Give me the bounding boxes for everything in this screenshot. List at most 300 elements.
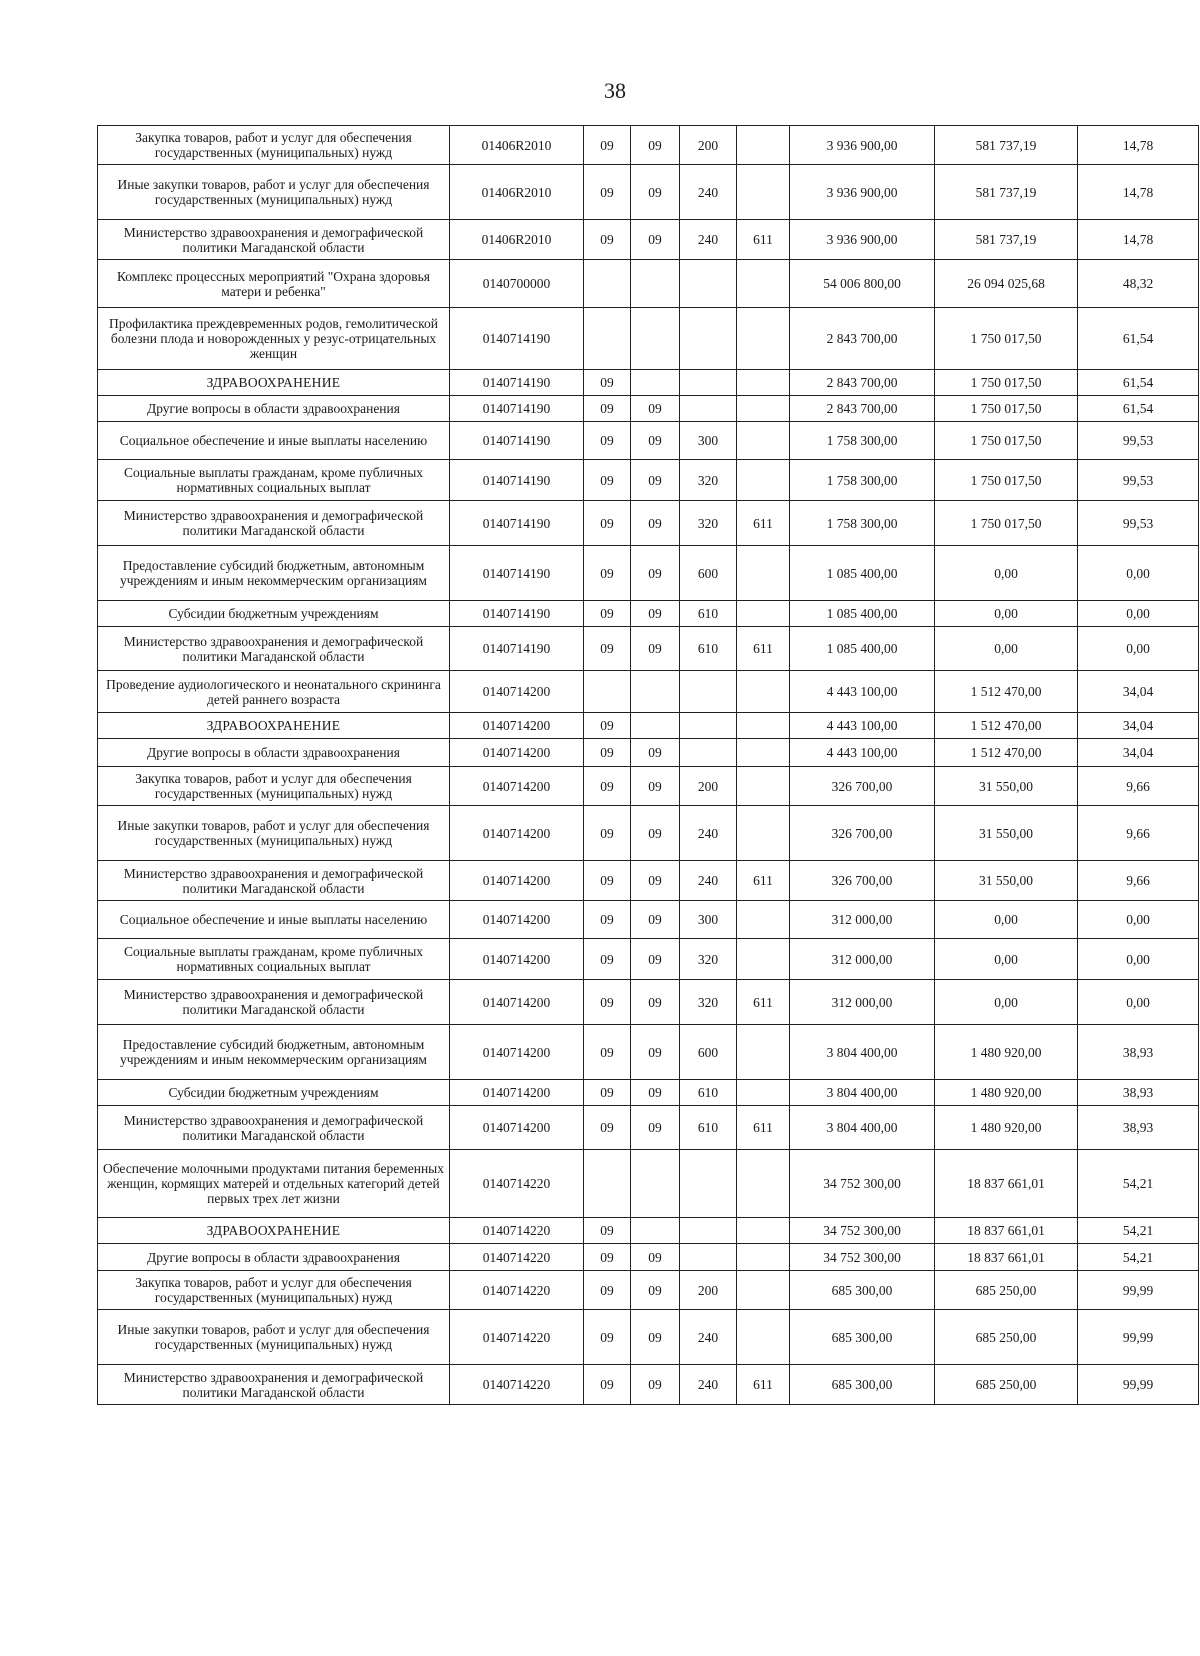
row-subsection-cell: 09	[631, 901, 680, 939]
table-row	[98, 627, 1199, 671]
row-subsection-cell: 09	[631, 165, 680, 220]
row-fact-cell: 0,00	[935, 627, 1078, 671]
row-section-cell: 09	[584, 396, 631, 422]
row-percent-cell: 99,53	[1078, 460, 1199, 501]
table-row	[98, 980, 1199, 1025]
row-percent-cell: 38,93	[1078, 1106, 1199, 1150]
row-expense-type-cell: 610	[680, 601, 737, 627]
row-name-cell: Закупка товаров, работ и услуг для обеспечения государственных (муниципальных) нужд	[98, 1271, 450, 1310]
row-expense-type-cell	[680, 739, 737, 767]
row-fact-cell: 581 737,19	[935, 126, 1078, 165]
row-expense-type-cell	[680, 396, 737, 422]
row-fact-cell: 18 837 661,01	[935, 1218, 1078, 1244]
table-row	[98, 671, 1199, 713]
row-grbs-cell	[737, 1080, 790, 1106]
row-expense-type-cell	[680, 1150, 737, 1218]
row-percent-cell: 0,00	[1078, 980, 1199, 1025]
row-section-cell: 09	[584, 1365, 631, 1405]
row-code-cell: 0140700000	[450, 260, 584, 308]
row-section-cell: 09	[584, 1310, 631, 1365]
row-name-cell: Предоставление субсидий бюджетным, автономным учреждениям и иным некоммерческим организациям	[98, 1025, 450, 1080]
row-expense-type-cell: 610	[680, 627, 737, 671]
row-name-cell: Социальные выплаты гражданам, кроме публичных нормативных социальных выплат	[98, 939, 450, 980]
row-plan-cell: 2 843 700,00	[790, 308, 935, 370]
row-section-cell	[584, 260, 631, 308]
table-row	[98, 806, 1199, 861]
row-subsection-cell: 09	[631, 861, 680, 901]
row-code-cell: 0140714190	[450, 460, 584, 501]
row-subsection-cell: 09	[631, 601, 680, 627]
row-name-cell: Министерство здравоохранения и демографической политики Магаданской области	[98, 627, 450, 671]
row-fact-cell: 685 250,00	[935, 1365, 1078, 1405]
row-percent-cell: 54,21	[1078, 1244, 1199, 1271]
row-name-cell: Министерство здравоохранения и демографической политики Магаданской области	[98, 1365, 450, 1405]
row-section-cell	[584, 308, 631, 370]
row-name-cell: ЗДРАВООХРАНЕНИЕ	[98, 370, 450, 396]
row-section-cell: 09	[584, 220, 631, 260]
row-fact-cell: 0,00	[935, 546, 1078, 601]
row-plan-cell: 312 000,00	[790, 939, 935, 980]
row-grbs-cell	[737, 546, 790, 601]
row-name-cell: Обеспечение молочными продуктами питания беременных женщин, кормящих матерей и отдельных категорий детей первых трех лет жизни	[98, 1150, 450, 1218]
row-plan-cell: 1 758 300,00	[790, 422, 935, 460]
row-fact-cell: 0,00	[935, 939, 1078, 980]
row-section-cell: 09	[584, 806, 631, 861]
row-plan-cell: 3 936 900,00	[790, 165, 935, 220]
row-plan-cell: 685 300,00	[790, 1365, 935, 1405]
row-plan-cell: 326 700,00	[790, 861, 935, 901]
table-row	[98, 1150, 1199, 1218]
row-section-cell: 09	[584, 980, 631, 1025]
row-fact-cell: 0,00	[935, 980, 1078, 1025]
row-grbs-cell	[737, 165, 790, 220]
row-subsection-cell: 09	[631, 1080, 680, 1106]
row-code-cell: 0140714200	[450, 1025, 584, 1080]
row-section-cell	[584, 1150, 631, 1218]
row-fact-cell: 0,00	[935, 901, 1078, 939]
table-row	[98, 220, 1199, 260]
row-plan-cell: 3 804 400,00	[790, 1025, 935, 1080]
row-plan-cell: 2 843 700,00	[790, 396, 935, 422]
row-expense-type-cell: 320	[680, 460, 737, 501]
row-subsection-cell	[631, 308, 680, 370]
row-percent-cell: 0,00	[1078, 627, 1199, 671]
row-plan-cell: 34 752 300,00	[790, 1244, 935, 1271]
table-row	[98, 767, 1199, 806]
row-grbs-cell	[737, 460, 790, 501]
row-code-cell: 0140714200	[450, 861, 584, 901]
row-plan-cell: 2 843 700,00	[790, 370, 935, 396]
row-grbs-cell	[737, 713, 790, 739]
row-plan-cell: 3 804 400,00	[790, 1106, 935, 1150]
row-section-cell: 09	[584, 1025, 631, 1080]
row-subsection-cell	[631, 713, 680, 739]
row-section-cell: 09	[584, 739, 631, 767]
row-fact-cell: 1 750 017,50	[935, 422, 1078, 460]
row-grbs-cell	[737, 260, 790, 308]
row-name-cell: Социальные выплаты гражданам, кроме публичных нормативных социальных выплат	[98, 460, 450, 501]
table-row	[98, 422, 1199, 460]
row-expense-type-cell	[680, 260, 737, 308]
row-subsection-cell: 09	[631, 1244, 680, 1271]
row-subsection-cell: 09	[631, 460, 680, 501]
row-name-cell: Министерство здравоохранения и демографической политики Магаданской области	[98, 1106, 450, 1150]
row-name-cell: Комплекс процессных мероприятий "Охрана здоровья матери и ребенка"	[98, 260, 450, 308]
row-code-cell: 0140714190	[450, 546, 584, 601]
row-percent-cell: 61,54	[1078, 396, 1199, 422]
row-code-cell: 0140714220	[450, 1365, 584, 1405]
row-subsection-cell	[631, 1218, 680, 1244]
row-name-cell: Предоставление субсидий бюджетным, автономным учреждениям и иным некоммерческим организациям	[98, 546, 450, 601]
row-subsection-cell: 09	[631, 422, 680, 460]
row-expense-type-cell: 240	[680, 165, 737, 220]
row-code-cell: 0140714200	[450, 671, 584, 713]
row-percent-cell: 0,00	[1078, 939, 1199, 980]
row-grbs-cell	[737, 1271, 790, 1310]
row-grbs-cell: 611	[737, 501, 790, 546]
row-fact-cell: 1 512 470,00	[935, 739, 1078, 767]
row-grbs-cell: 611	[737, 861, 790, 901]
row-subsection-cell: 09	[631, 1106, 680, 1150]
row-plan-cell: 54 006 800,00	[790, 260, 935, 308]
row-code-cell: 0140714200	[450, 939, 584, 980]
row-expense-type-cell: 610	[680, 1106, 737, 1150]
row-name-cell: Социальное обеспечение и иные выплаты населению	[98, 901, 450, 939]
row-fact-cell: 1 750 017,50	[935, 308, 1078, 370]
row-percent-cell: 34,04	[1078, 671, 1199, 713]
row-code-cell: 0140714190	[450, 396, 584, 422]
row-name-cell: Министерство здравоохранения и демографической политики Магаданской области	[98, 220, 450, 260]
row-subsection-cell	[631, 260, 680, 308]
row-plan-cell: 4 443 100,00	[790, 739, 935, 767]
row-plan-cell: 1 758 300,00	[790, 460, 935, 501]
row-fact-cell: 1 480 920,00	[935, 1106, 1078, 1150]
row-percent-cell: 99,99	[1078, 1271, 1199, 1310]
row-grbs-cell	[737, 126, 790, 165]
table-row	[98, 1218, 1199, 1244]
row-code-cell: 0140714200	[450, 767, 584, 806]
row-name-cell: ЗДРАВООХРАНЕНИЕ	[98, 1218, 450, 1244]
row-grbs-cell: 611	[737, 627, 790, 671]
table-row	[98, 501, 1199, 546]
table-row	[98, 713, 1199, 739]
row-section-cell: 09	[584, 861, 631, 901]
row-percent-cell: 48,32	[1078, 260, 1199, 308]
row-fact-cell: 1 480 920,00	[935, 1080, 1078, 1106]
row-grbs-cell: 611	[737, 980, 790, 1025]
row-plan-cell: 1 085 400,00	[790, 546, 935, 601]
row-percent-cell: 61,54	[1078, 308, 1199, 370]
row-code-cell: 0140714190	[450, 601, 584, 627]
row-grbs-cell	[737, 739, 790, 767]
row-percent-cell: 38,93	[1078, 1080, 1199, 1106]
row-section-cell: 09	[584, 601, 631, 627]
row-expense-type-cell	[680, 671, 737, 713]
row-name-cell: Министерство здравоохранения и демографической политики Магаданской области	[98, 501, 450, 546]
row-percent-cell: 54,21	[1078, 1150, 1199, 1218]
row-plan-cell: 4 443 100,00	[790, 713, 935, 739]
row-percent-cell: 99,53	[1078, 501, 1199, 546]
row-code-cell: 0140714200	[450, 806, 584, 861]
row-plan-cell: 312 000,00	[790, 980, 935, 1025]
row-name-cell: ЗДРАВООХРАНЕНИЕ	[98, 713, 450, 739]
row-grbs-cell	[737, 396, 790, 422]
table-row	[98, 165, 1199, 220]
row-percent-cell: 99,99	[1078, 1310, 1199, 1365]
row-expense-type-cell: 320	[680, 501, 737, 546]
row-code-cell: 0140714200	[450, 1080, 584, 1106]
row-section-cell: 09	[584, 370, 631, 396]
row-name-cell: Закупка товаров, работ и услуг для обеспечения государственных (муниципальных) нужд	[98, 126, 450, 165]
row-percent-cell: 99,99	[1078, 1365, 1199, 1405]
table-row	[98, 601, 1199, 627]
row-subsection-cell: 09	[631, 627, 680, 671]
row-fact-cell: 581 737,19	[935, 165, 1078, 220]
row-name-cell: Профилактика преждевременных родов, гемолитической болезни плода и новорожденных у резус-отрицательных женщин	[98, 308, 450, 370]
row-expense-type-cell: 240	[680, 1365, 737, 1405]
row-subsection-cell: 09	[631, 1310, 680, 1365]
row-subsection-cell: 09	[631, 501, 680, 546]
row-expense-type-cell: 200	[680, 126, 737, 165]
row-code-cell: 0140714220	[450, 1218, 584, 1244]
row-section-cell: 09	[584, 901, 631, 939]
row-section-cell: 09	[584, 460, 631, 501]
row-expense-type-cell	[680, 370, 737, 396]
row-section-cell: 09	[584, 422, 631, 460]
table-row	[98, 901, 1199, 939]
row-code-cell: 0140714190	[450, 422, 584, 460]
row-fact-cell: 685 250,00	[935, 1310, 1078, 1365]
row-grbs-cell	[737, 767, 790, 806]
row-subsection-cell	[631, 370, 680, 396]
row-plan-cell: 4 443 100,00	[790, 671, 935, 713]
row-fact-cell: 18 837 661,01	[935, 1150, 1078, 1218]
row-expense-type-cell: 600	[680, 1025, 737, 1080]
row-subsection-cell: 09	[631, 1025, 680, 1080]
table-row	[98, 1080, 1199, 1106]
row-expense-type-cell: 610	[680, 1080, 737, 1106]
row-subsection-cell: 09	[631, 980, 680, 1025]
row-code-cell: 0140714220	[450, 1310, 584, 1365]
table-row	[98, 739, 1199, 767]
row-grbs-cell	[737, 1310, 790, 1365]
table-row	[98, 396, 1199, 422]
row-grbs-cell	[737, 806, 790, 861]
row-fact-cell: 685 250,00	[935, 1271, 1078, 1310]
row-plan-cell: 1 758 300,00	[790, 501, 935, 546]
row-fact-cell: 1 512 470,00	[935, 671, 1078, 713]
table-row	[98, 1106, 1199, 1150]
row-fact-cell: 1 750 017,50	[935, 370, 1078, 396]
row-fact-cell: 1 480 920,00	[935, 1025, 1078, 1080]
row-section-cell: 09	[584, 627, 631, 671]
row-grbs-cell: 611	[737, 220, 790, 260]
row-subsection-cell: 09	[631, 396, 680, 422]
row-percent-cell: 0,00	[1078, 601, 1199, 627]
table-row	[98, 308, 1199, 370]
row-subsection-cell: 09	[631, 126, 680, 165]
row-name-cell: Закупка товаров, работ и услуг для обеспечения государственных (муниципальных) нужд	[98, 767, 450, 806]
row-name-cell: Министерство здравоохранения и демографической политики Магаданской области	[98, 980, 450, 1025]
row-name-cell: Субсидии бюджетным учреждениям	[98, 1080, 450, 1106]
row-percent-cell: 34,04	[1078, 739, 1199, 767]
row-plan-cell: 3 936 900,00	[790, 126, 935, 165]
row-fact-cell: 1 512 470,00	[935, 713, 1078, 739]
row-code-cell: 01406R2010	[450, 220, 584, 260]
row-plan-cell: 3 804 400,00	[790, 1080, 935, 1106]
table-row	[98, 546, 1199, 601]
row-section-cell: 09	[584, 939, 631, 980]
table-row	[98, 1271, 1199, 1310]
row-name-cell: Иные закупки товаров, работ и услуг для обеспечения государственных (муниципальных) нужд	[98, 1310, 450, 1365]
row-code-cell: 0140714190	[450, 627, 584, 671]
row-expense-type-cell: 240	[680, 220, 737, 260]
row-grbs-cell	[737, 901, 790, 939]
row-code-cell: 01406R2010	[450, 126, 584, 165]
row-percent-cell: 14,78	[1078, 126, 1199, 165]
row-percent-cell: 14,78	[1078, 165, 1199, 220]
table-row	[98, 1310, 1199, 1365]
row-fact-cell: 31 550,00	[935, 806, 1078, 861]
row-code-cell: 0140714200	[450, 1106, 584, 1150]
row-subsection-cell: 09	[631, 806, 680, 861]
row-grbs-cell	[737, 671, 790, 713]
row-expense-type-cell: 320	[680, 939, 737, 980]
row-plan-cell: 34 752 300,00	[790, 1218, 935, 1244]
row-plan-cell: 1 085 400,00	[790, 601, 935, 627]
row-subsection-cell: 09	[631, 546, 680, 601]
row-section-cell: 09	[584, 713, 631, 739]
row-percent-cell: 9,66	[1078, 806, 1199, 861]
row-fact-cell: 18 837 661,01	[935, 1244, 1078, 1271]
row-expense-type-cell: 300	[680, 422, 737, 460]
row-section-cell: 09	[584, 1271, 631, 1310]
row-plan-cell: 3 936 900,00	[790, 220, 935, 260]
row-expense-type-cell	[680, 1218, 737, 1244]
table-row	[98, 126, 1199, 165]
row-section-cell: 09	[584, 165, 631, 220]
row-section-cell: 09	[584, 1244, 631, 1271]
row-plan-cell: 1 085 400,00	[790, 627, 935, 671]
table-row	[98, 1025, 1199, 1080]
row-plan-cell: 685 300,00	[790, 1271, 935, 1310]
row-expense-type-cell: 600	[680, 546, 737, 601]
row-grbs-cell: 611	[737, 1106, 790, 1150]
row-fact-cell: 1 750 017,50	[935, 396, 1078, 422]
row-section-cell: 09	[584, 501, 631, 546]
row-section-cell: 09	[584, 126, 631, 165]
row-fact-cell: 0,00	[935, 601, 1078, 627]
row-expense-type-cell: 200	[680, 767, 737, 806]
row-percent-cell: 9,66	[1078, 767, 1199, 806]
row-name-cell: Другие вопросы в области здравоохранения	[98, 396, 450, 422]
row-subsection-cell	[631, 1150, 680, 1218]
row-name-cell: Субсидии бюджетным учреждениям	[98, 601, 450, 627]
table-body	[98, 126, 1199, 1405]
row-grbs-cell	[737, 939, 790, 980]
table-row	[98, 1244, 1199, 1271]
row-code-cell: 0140714220	[450, 1244, 584, 1271]
row-code-cell: 0140714220	[450, 1150, 584, 1218]
row-expense-type-cell	[680, 308, 737, 370]
row-subsection-cell: 09	[631, 939, 680, 980]
row-percent-cell: 0,00	[1078, 546, 1199, 601]
row-section-cell: 09	[584, 1218, 631, 1244]
row-fact-cell: 1 750 017,50	[935, 501, 1078, 546]
row-code-cell: 0140714200	[450, 713, 584, 739]
row-subsection-cell	[631, 671, 680, 713]
row-name-cell: Иные закупки товаров, работ и услуг для обеспечения государственных (муниципальных) нужд	[98, 165, 450, 220]
row-code-cell: 0140714220	[450, 1271, 584, 1310]
row-percent-cell: 54,21	[1078, 1218, 1199, 1244]
row-plan-cell: 312 000,00	[790, 901, 935, 939]
row-section-cell: 09	[584, 1106, 631, 1150]
row-section-cell: 09	[584, 546, 631, 601]
budget-table	[97, 125, 1199, 1405]
row-percent-cell: 99,53	[1078, 422, 1199, 460]
row-subsection-cell: 09	[631, 220, 680, 260]
row-subsection-cell: 09	[631, 767, 680, 806]
row-fact-cell: 581 737,19	[935, 220, 1078, 260]
row-name-cell: Другие вопросы в области здравоохранения	[98, 739, 450, 767]
row-percent-cell: 0,00	[1078, 901, 1199, 939]
row-expense-type-cell: 320	[680, 980, 737, 1025]
row-percent-cell: 34,04	[1078, 713, 1199, 739]
row-expense-type-cell: 200	[680, 1271, 737, 1310]
row-expense-type-cell: 240	[680, 806, 737, 861]
row-grbs-cell	[737, 601, 790, 627]
row-subsection-cell: 09	[631, 1271, 680, 1310]
row-grbs-cell	[737, 422, 790, 460]
row-expense-type-cell	[680, 1244, 737, 1271]
row-percent-cell: 61,54	[1078, 370, 1199, 396]
row-code-cell: 0140714190	[450, 370, 584, 396]
page-number: 38	[604, 78, 626, 103]
row-expense-type-cell	[680, 713, 737, 739]
row-name-cell: Социальное обеспечение и иные выплаты населению	[98, 422, 450, 460]
row-grbs-cell	[737, 1150, 790, 1218]
row-expense-type-cell: 240	[680, 1310, 737, 1365]
row-code-cell: 0140714200	[450, 980, 584, 1025]
row-plan-cell: 326 700,00	[790, 767, 935, 806]
row-section-cell: 09	[584, 767, 631, 806]
row-name-cell: Другие вопросы в области здравоохранения	[98, 1244, 450, 1271]
row-grbs-cell	[737, 1244, 790, 1271]
row-fact-cell: 31 550,00	[935, 767, 1078, 806]
row-grbs-cell	[737, 370, 790, 396]
table-row	[98, 460, 1199, 501]
row-fact-cell: 31 550,00	[935, 861, 1078, 901]
row-code-cell: 01406R2010	[450, 165, 584, 220]
row-fact-cell: 26 094 025,68	[935, 260, 1078, 308]
row-name-cell: Иные закупки товаров, работ и услуг для обеспечения государственных (муниципальных) нужд	[98, 806, 450, 861]
row-subsection-cell: 09	[631, 739, 680, 767]
table-row	[98, 861, 1199, 901]
row-percent-cell: 9,66	[1078, 861, 1199, 901]
row-grbs-cell	[737, 1025, 790, 1080]
row-code-cell: 0140714200	[450, 901, 584, 939]
row-expense-type-cell: 240	[680, 861, 737, 901]
row-plan-cell: 685 300,00	[790, 1310, 935, 1365]
row-expense-type-cell: 300	[680, 901, 737, 939]
row-section-cell	[584, 671, 631, 713]
row-plan-cell: 326 700,00	[790, 806, 935, 861]
row-grbs-cell	[737, 308, 790, 370]
row-code-cell: 0140714190	[450, 308, 584, 370]
row-section-cell: 09	[584, 1080, 631, 1106]
row-name-cell: Министерство здравоохранения и демографической политики Магаданской области	[98, 861, 450, 901]
table-row	[98, 370, 1199, 396]
